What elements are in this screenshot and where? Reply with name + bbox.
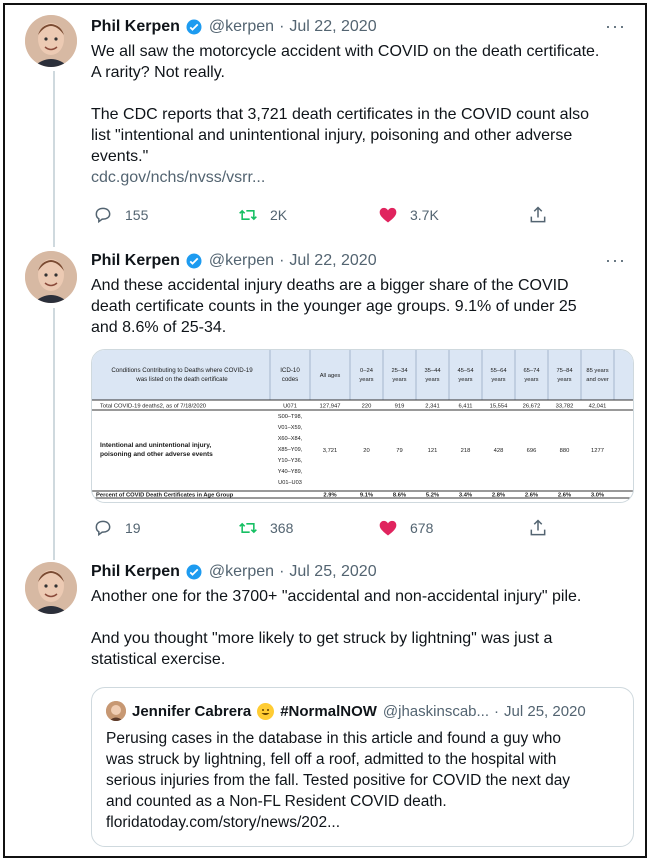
author-name[interactable]: Phil Kerpen <box>91 563 180 580</box>
author-name[interactable]: Phil Kerpen <box>91 18 180 35</box>
percent-cell: 2.6% <box>557 492 572 499</box>
tweet-text-line: Another one for the 3700+ "accidental and non-accidental injury" pile. <box>91 588 582 605</box>
reply-button[interactable] <box>93 518 141 538</box>
total-cell: 2,341 <box>425 403 440 410</box>
separator-dot: · <box>279 563 285 580</box>
header-age-column: 55–64 <box>490 368 507 374</box>
header-age-column: 25–34 <box>391 368 408 374</box>
paragraph-gap <box>91 607 631 628</box>
tweet-link[interactable]: cdc.gov/nchs/nvss/vsrr... <box>91 169 266 186</box>
header-age-column: 65–74 <box>523 368 540 374</box>
tweet-text-line: A rarity? Not really. <box>91 64 225 81</box>
thread-connector <box>53 308 55 560</box>
percent-row-values <box>323 493 604 499</box>
tweet-text-line: statistical exercise. <box>91 651 226 668</box>
header-age-column: All ages <box>319 373 341 379</box>
percent-cell: 2.8% <box>491 492 506 499</box>
header-condition-line2: was listed on the death certificate <box>136 376 228 383</box>
injury-row-label-line2: poisoning and other adverse events <box>100 451 213 458</box>
quoted-avatar-image <box>106 701 126 721</box>
icd-code: Y40–Y89, <box>277 469 303 475</box>
share-icon <box>528 205 548 225</box>
total-cell: 6,411 <box>458 403 473 410</box>
quoted-author-name[interactable]: Jennifer Cabrera <box>132 702 252 720</box>
header-age-column: years <box>557 377 572 383</box>
header-condition-line1: Conditions Contributing to Deaths where COVID-19 <box>111 367 253 374</box>
retweet-button[interactable] <box>238 205 287 225</box>
quoted-text-line: was struck by lightning, fell off a roof, admitted to the hospital with <box>106 751 557 768</box>
heart-icon <box>378 205 398 225</box>
injury-cell: 121 <box>427 448 438 454</box>
retweet-count: 368 <box>270 520 294 536</box>
icd-code: X60–X84, <box>277 436 303 442</box>
tweet-date[interactable]: Jul 25, 2020 <box>289 563 377 580</box>
total-row-icd: U071 <box>283 403 297 410</box>
cdc-table <box>92 350 634 503</box>
total-cell: 42,041 <box>588 403 607 410</box>
tweet-actions <box>91 516 561 540</box>
tweet-text-line: We all saw the motorcycle accident with COVID on the death certificate. <box>91 43 600 60</box>
injury-cell: 3,721 <box>322 448 338 454</box>
like-count: 3.7K <box>410 207 439 223</box>
author-handle[interactable]: @kerpen <box>208 252 275 269</box>
tweet-date[interactable]: Jul 22, 2020 <box>289 252 377 269</box>
header-age-column: 85 years <box>586 368 609 374</box>
share-button[interactable] <box>528 205 548 225</box>
tweet-text-line: The CDC reports that 3,721 death certificates in the COVID count also <box>91 106 590 123</box>
quoted-text-line: Perusing cases in the database in this article and found a guy who <box>106 730 561 747</box>
percent-cell: 2.9% <box>323 492 337 499</box>
percent-cell: 8.6% <box>392 492 407 499</box>
like-button[interactable] <box>378 205 439 225</box>
verified-badge-icon <box>185 563 203 581</box>
author-name[interactable]: Phil Kerpen <box>91 252 180 269</box>
reply-count: 155 <box>125 207 149 223</box>
quoted-tweet-text <box>106 728 621 833</box>
like-button[interactable] <box>378 518 433 538</box>
tweet-header <box>91 561 377 583</box>
total-cell: 919 <box>394 403 405 410</box>
header-age-column: years <box>458 377 473 383</box>
injury-cell: 218 <box>460 448 471 454</box>
header-age-column: years <box>359 377 374 383</box>
quoted-author-handle[interactable]: @jhaskinscab... <box>382 702 490 720</box>
quoted-author-hashtag: #NormalNOW <box>280 702 377 720</box>
tweet-actions <box>91 203 561 227</box>
quoted-tweet-link[interactable]: floridatoday.com/story/news/202... <box>106 814 341 831</box>
tweet-text-line: And you thought "more likely to get struck by lightning" was just a <box>91 630 553 647</box>
percent-row-label: Percent of COVID Death Certificates in Age Group <box>96 492 234 499</box>
reply-count: 19 <box>125 520 141 536</box>
percent-cell: 3.4% <box>458 492 473 499</box>
grinning-face-emoji-icon <box>257 703 274 720</box>
author-handle[interactable]: @kerpen <box>208 563 275 580</box>
retweet-count: 2K <box>270 207 288 223</box>
share-button[interactable] <box>528 518 548 538</box>
quoted-text-line: and counted as a Non-FL Resident COVID death. <box>106 793 447 810</box>
avatar-image <box>25 251 77 303</box>
header-icd-line1: ICD-10 <box>280 367 300 374</box>
injury-cell: 428 <box>493 448 504 454</box>
separator-dot: · <box>279 18 285 35</box>
author-handle[interactable]: @kerpen <box>208 18 275 35</box>
injury-cell: 880 <box>559 448 570 454</box>
tweet-text-line: death certificate counts in the younger age groups. 9.1% of under 25 <box>91 298 577 315</box>
avatar[interactable] <box>25 562 77 614</box>
avatar-image <box>25 562 77 614</box>
quoted-text-line: serious injuries from the fall. Tested positive for COVID the next day <box>106 772 571 789</box>
injury-row-values <box>323 448 604 454</box>
tweet-date[interactable]: Jul 22, 2020 <box>289 18 377 35</box>
header-age-column: 35–44 <box>424 368 441 374</box>
injury-cell: 696 <box>526 448 537 454</box>
header-age-column: years <box>425 377 440 383</box>
injury-row-icd-codes <box>278 414 303 486</box>
like-count: 678 <box>410 520 434 536</box>
percent-cell: 5.2% <box>425 492 440 499</box>
retweet-icon <box>238 205 258 225</box>
injury-cell: 20 <box>363 448 370 454</box>
retweet-button[interactable] <box>238 518 293 538</box>
share-icon <box>528 518 548 538</box>
total-cell: 15,554 <box>489 403 508 410</box>
injury-row-label-line1: Intentional and unintentional injury, <box>100 442 212 449</box>
tweet-thread-frame <box>3 3 647 858</box>
total-cell: 127,947 <box>319 403 341 410</box>
percent-cell: 9.1% <box>359 492 374 499</box>
icd-code: V01–X59, <box>277 425 303 431</box>
icd-code: S00–T98, <box>277 414 303 420</box>
avatar[interactable] <box>25 15 77 67</box>
paragraph-gap <box>91 83 631 104</box>
total-cell: 33,782 <box>555 403 574 410</box>
total-cell: 220 <box>361 403 372 410</box>
quoted-tweet[interactable] <box>91 687 634 847</box>
tweet-text-line: and 8.6% of 25-34. <box>91 319 227 336</box>
tweet-text <box>91 41 631 188</box>
quoted-tweet-header <box>106 700 586 722</box>
more-options-icon[interactable]: ··· <box>605 250 626 270</box>
tweet-text-line: list "intentional and unintentional injury, poisoning and other adverse <box>91 127 573 144</box>
reply-icon <box>93 205 113 225</box>
more-options-icon[interactable]: ··· <box>605 16 626 36</box>
avatar-image <box>25 15 77 67</box>
avatar[interactable] <box>25 251 77 303</box>
total-row-label: Total COVID-19 deaths2, as of 7/18/2020 <box>100 403 207 410</box>
icd-code: Y10–Y36, <box>277 458 303 464</box>
quoted-avatar <box>106 701 126 721</box>
injury-cell: 1277 <box>591 448 604 454</box>
tweet-header <box>91 250 377 272</box>
header-icd-line2: codes <box>281 376 299 383</box>
quoted-tweet-date[interactable]: Jul 25, 2020 <box>504 702 586 720</box>
tweet-header <box>91 16 377 38</box>
tweet-text-line: And these accidental injury deaths are a bigger share of the COVID <box>91 277 569 294</box>
verified-badge-icon <box>185 18 203 36</box>
verified-badge-icon <box>185 252 203 270</box>
icd-code: U01–U03 <box>278 480 302 486</box>
total-row-values <box>320 404 607 410</box>
reply-button[interactable] <box>93 205 148 225</box>
header-age-column: 45–54 <box>457 368 474 374</box>
reply-icon <box>93 518 113 538</box>
attached-table-image[interactable] <box>91 349 634 503</box>
header-age-column: 75–84 <box>556 368 573 374</box>
percent-cell: 3.0% <box>590 492 605 499</box>
tweet-text <box>91 586 631 670</box>
separator-dot: · <box>494 702 500 720</box>
percent-cell: 2.6% <box>524 492 539 499</box>
header-age-column: and over <box>586 377 609 383</box>
icd-code: X85–Y09, <box>277 447 303 453</box>
thread-connector <box>53 71 55 247</box>
header-age-column: years <box>392 377 407 383</box>
header-age-column: years <box>491 377 506 383</box>
heart-icon <box>378 518 398 538</box>
tweet-text-line: events." <box>91 148 149 165</box>
total-cell: 26,672 <box>522 403 541 410</box>
injury-cell: 79 <box>396 448 403 454</box>
header-age-column: 0–24 <box>360 368 373 374</box>
tweet-text <box>91 275 631 338</box>
separator-dot: · <box>279 252 285 269</box>
table-header-fill <box>92 350 634 400</box>
header-age-column: years <box>524 377 539 383</box>
retweet-icon <box>238 518 258 538</box>
